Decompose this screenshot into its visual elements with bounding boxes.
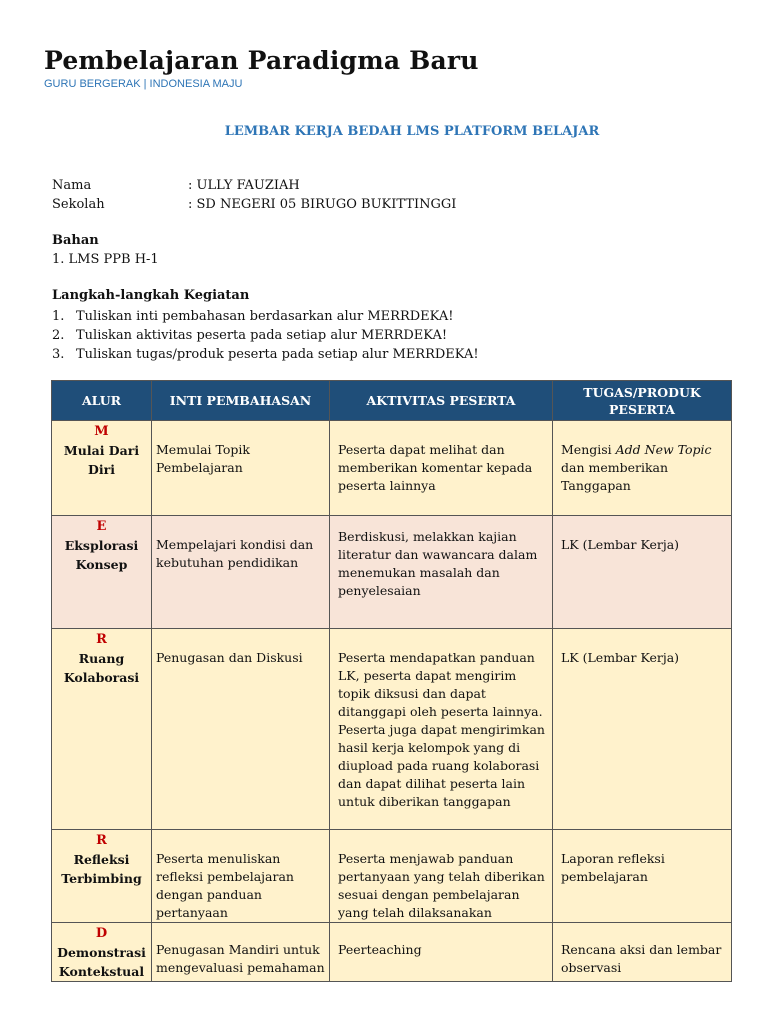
merrdeka-table [51,380,732,982]
school-value: : SD NEGERI 05 BIRUGO BUKITTINGGI [188,197,457,212]
step-number: 3. [52,347,65,362]
name-row [52,178,300,193]
step-item [52,326,479,345]
inti-cell: Peserta menuliskan refleksi pembelajaran dengan panduan pertanyaan [152,830,330,923]
alur-letter: E [96,519,107,534]
aktivitas-cell: Berdiskusi, melakkan kajian literatur dan wawancara dalam menemukan masalah dan penyelesaian [330,516,553,629]
table-row [52,923,732,982]
name-value: : ULLY FAUZIAH [188,178,300,193]
aktivitas-cell: Peerteaching [330,923,553,982]
alur-name: Eksplorasi Konsep [64,538,139,572]
document-title: Pembelajaran Paradigma Baru [44,46,479,75]
aktivitas-cell: Peserta menjawab panduan pertanyaan yang telah diberikan sesuai dengan pembelajaran yang telah dilaksanakan [330,830,553,923]
alur-name: Mulai Dari Diri [63,443,140,477]
document-subtitle: GURU BERGERAK | INDONESIA MAJU [44,78,243,90]
tugas-text: dan memberikan Tanggapan [561,460,669,493]
tugas-cell: LK (Lembar Kerja) [553,629,732,830]
steps-list [52,307,479,364]
langkah-heading: Langkah-langkah Kegiatan [52,288,250,303]
step-number: 1. [52,309,65,324]
step-item [52,345,479,364]
inti-cell: Memulai Topik Pembelajaran [152,421,330,516]
alur-cell [52,830,152,923]
bahan-heading: Bahan [52,233,99,248]
school-label: Sekolah [52,197,105,212]
worksheet-title: LEMBAR KERJA BEDAH LMS PLATFORM BELAJAR [224,124,600,139]
alur-cell [52,516,152,629]
header-aktivitas: AKTIVITAS PESERTA [330,381,553,421]
alur-letter: R [96,833,107,848]
tugas-cell: Laporan refleksi pembelajaran [553,830,732,923]
tugas-cell: Rencana aksi dan lembar observasi [553,923,732,982]
aktivitas-cell: Peserta mendapatkan panduan LK, peserta dapat mengirim topik diksusi dan dapat ditanggapi oleh peserta lainnya. Peserta juga dapat mengirimkan hasil kerja kelompok yang di diupload pada ruang kolaborasi dan dapat dilihat peserta lain untuk diberikan tanggapan [330,629,553,830]
table-row [52,629,732,830]
table-header-row [52,381,732,421]
table-row [52,421,732,516]
alur-cell [52,421,152,516]
alur-cell [52,923,152,982]
school-row [52,197,456,212]
header-alur: ALUR [52,381,152,421]
step-text: Tuliskan aktivitas peserta pada setiap alur MERRDEKA! [76,328,448,343]
table-row [52,516,732,629]
tugas-text: Mengisi [561,442,616,457]
alur-letter: D [95,926,108,941]
inti-cell: Mempelajari kondisi dan kebutuhan pendidikan [152,516,330,629]
step-item [52,307,479,326]
alur-name: Refleksi Terbimbing [61,852,142,886]
tugas-cell: LK (Lembar Kerja) [553,516,732,629]
header-tugas: TUGAS/PRODUK PESERTA [553,381,732,421]
step-number: 2. [52,328,65,343]
table-row [52,830,732,923]
name-label: Nama [52,178,92,193]
alur-letter: R [96,632,107,647]
inti-cell: Penugasan dan Diskusi [152,629,330,830]
alur-name: Ruang Kolaborasi [63,651,140,685]
aktivitas-cell: Peserta dapat melihat dan memberikan komentar kepada peserta lainnya [330,421,553,516]
inti-cell: Penugasan Mandiri untuk mengevaluasi pemahaman [152,923,330,982]
tugas-italic-text: Add New Topic [615,442,712,457]
step-text: Tuliskan inti pembahasan berdasarkan alur MERRDEKA! [76,309,454,324]
alur-cell [52,629,152,830]
tugas-cell [553,421,732,516]
bahan-item: 1. LMS PPB H-1 [52,252,159,267]
alur-name: Demonstrasi Kontekstual [57,945,146,979]
header-inti: INTI PEMBAHASAN [152,381,330,421]
alur-letter: M [94,424,109,439]
step-text: Tuliskan tugas/produk peserta pada setiap alur MERRDEKA! [76,347,479,362]
